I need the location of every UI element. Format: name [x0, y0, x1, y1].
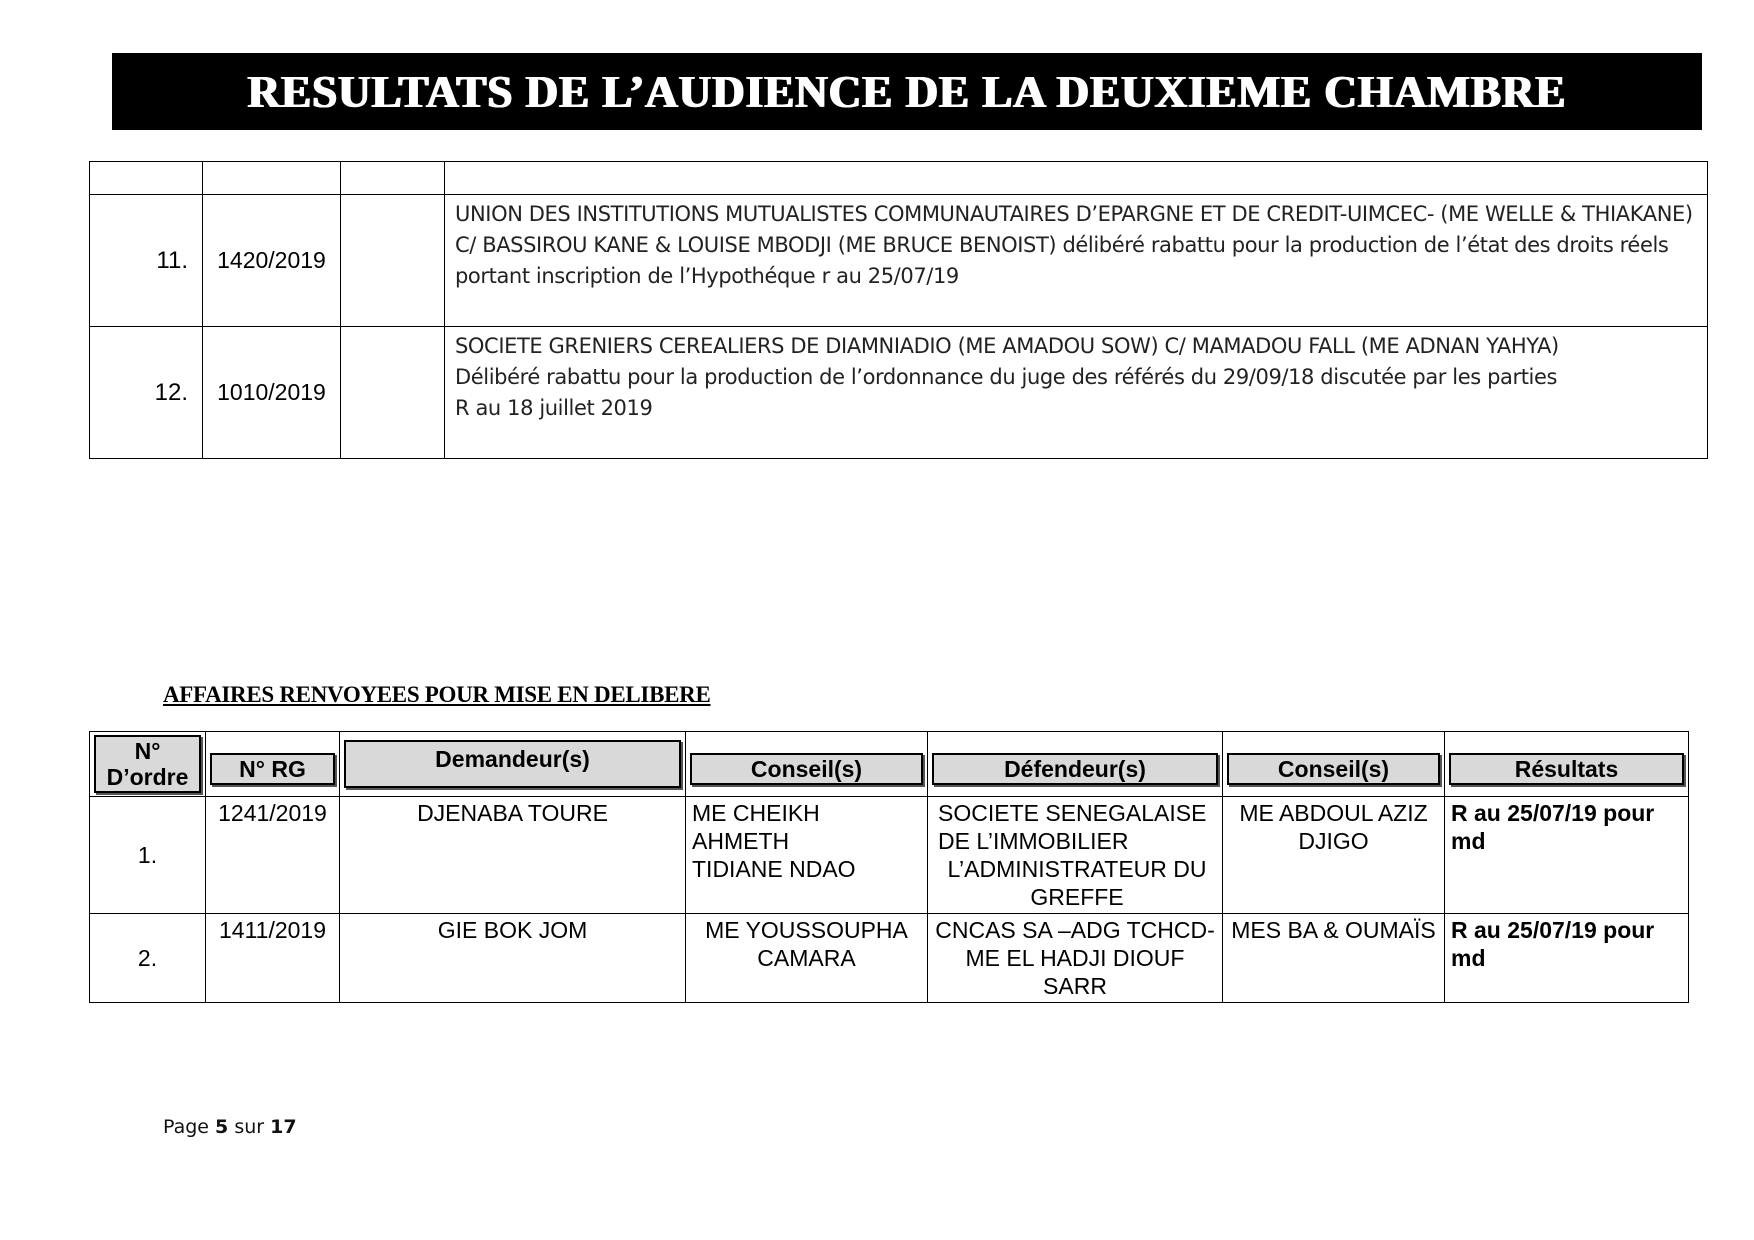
conseil: ME ABDOUL AZIZ DJIGO — [1223, 797, 1445, 914]
resultat: R au 25/07/19 pour md — [1445, 797, 1689, 914]
table-header-row — [90, 162, 1708, 195]
page-footer: Page 5 sur 17 — [163, 1116, 297, 1138]
conseil: MES BA & OUMAÏS — [1223, 914, 1445, 1003]
table-row — [90, 914, 1689, 1003]
header-conseil: Conseil(s) — [690, 753, 923, 785]
order-number: 1. — [90, 797, 206, 914]
rg-number: 1411/2019 — [206, 914, 340, 1003]
rg-number: 1241/2019 — [206, 797, 340, 914]
page-title: RESULTATS DE L’AUDIENCE DE LA DEUXIEME CHAMBRE — [112, 53, 1702, 130]
case-number: 12. — [90, 327, 203, 459]
case-description: SOCIETE GRENIERS CEREALIERS DE DIAMNIADIO (ME AMADOU SOW) C/ MAMADOU FALL (ME ADNAN YAHYA) Délibéré rabattu pour la production de l’ordonnance du juge des référés du 29/09/18 discutée par les parties R au 18 juillet 2019 — [445, 327, 1708, 459]
conseil: ME YOUSSOUPHA CAMARA — [686, 914, 928, 1003]
table-row — [90, 195, 1708, 327]
header-rg: N° RG — [210, 753, 335, 785]
results-table — [89, 161, 1708, 459]
header-ordre: N° D’ordre — [94, 735, 201, 793]
case-description: UNION DES INSTITUTIONS MUTUALISTES COMMUNAUTAIRES D’EPARGNE ET DE CREDIT-UIMCEC- (ME WELLE & THIAKANE) C/ BASSIROU KANE & LOUISE MBODJI (ME BRUCE BENOIST) délibéré rabattu pour la production de l’état des droits réels portant inscription de l’Hypothéque r au 25/07/19 — [445, 195, 1708, 327]
section-title: AFFAIRES RENVOYEES POUR MISE EN DELIBERE — [163, 682, 711, 707]
resultat: R au 25/07/19 pour md — [1445, 914, 1689, 1003]
defendeur: SOCIETE SENEGALAISE DE L’IMMOBILIER L’ADMINISTRATEUR DU GREFFE — [928, 797, 1223, 914]
conseil: ME CHEIKH AHMETH TIDIANE NDAO — [686, 797, 928, 914]
case-rg: 1420/2019 — [203, 195, 341, 327]
header-defendeur: Défendeur(s) — [932, 753, 1218, 785]
case-rg: 1010/2019 — [203, 327, 341, 459]
table-row — [90, 327, 1708, 459]
demandeur: GIE BOK JOM — [340, 914, 686, 1003]
demandeur: DJENABA TOURE — [340, 797, 686, 914]
deliberation-table — [89, 731, 1689, 1003]
total-pages: 17 — [270, 1116, 297, 1138]
table-header-row — [90, 732, 1689, 797]
case-number: 11. — [90, 195, 203, 327]
defendeur: CNCAS SA –ADG TCHCD- ME EL HADJI DIOUF SARR — [928, 914, 1223, 1003]
header-conseil: Conseil(s) — [1227, 753, 1440, 785]
header-demandeur: Demandeur(s) — [344, 740, 681, 788]
table-row — [90, 797, 1689, 914]
current-page: 5 — [215, 1116, 229, 1138]
header-resultats: Résultats — [1449, 753, 1684, 785]
order-number: 2. — [90, 914, 206, 1003]
